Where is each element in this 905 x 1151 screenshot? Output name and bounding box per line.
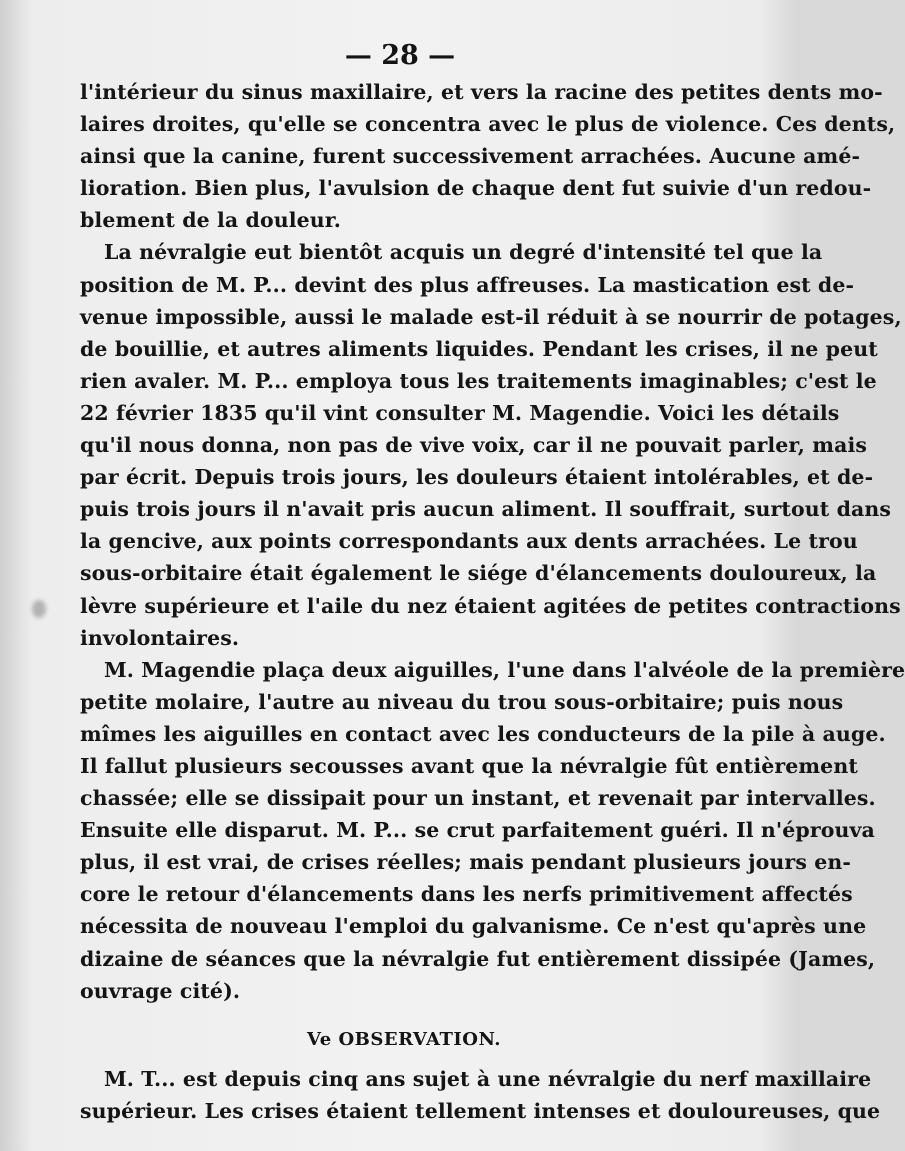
text-line: core le retour d'élancements dans les nerfs primitivement affectés (80, 882, 853, 907)
text-line: ainsi que la canine, furent successivement arrachées. Aucune amé- (80, 144, 861, 169)
text-line: venue impossible, aussi le malade est-il réduit à se nourrir de potages, (80, 304, 902, 329)
text-line: 22 février 1835 qu'il vint consulter M. Magendie. Voici les détails (80, 400, 840, 425)
text-line: ouvrage cité). (80, 978, 241, 1003)
text-line: rien avaler. M. P... employa tous les traitements imaginables; c'est le (80, 368, 877, 393)
text-line: Il fallut plusieurs secousses avant que la névralgie fût entièrement (80, 753, 858, 778)
text-line: plus, il est vrai, de crises réelles; mais pendant plusieurs jours en- (80, 850, 851, 875)
text-line: Ensuite elle disparut. M. P... se crut parfaitement guéri. Il n'éprouva (80, 818, 875, 843)
body-text (80, 76, 905, 1127)
text-line: petite molaire, l'autre au niveau du trou sous-orbitaire; puis nous (80, 689, 844, 714)
text-line: involontaires. (80, 625, 240, 650)
text-line: par écrit. Depuis trois jours, les douleurs étaient intolérables, et de- (80, 465, 874, 490)
text-line: nécessita de nouveau l'emploi du galvanisme. Ce n'est qu'après une (80, 914, 867, 939)
text-line: de bouillie, et autres aliments liquides. Pendant les crises, il ne peut (80, 336, 878, 361)
text-line: La névralgie eut bientôt acquis un degré d'intensité tel que la (104, 240, 823, 265)
text-line: l'intérieur du sinus maxillaire, et vers la racine des petites dents mo- (80, 80, 883, 104)
text-line: M. Magendie plaça deux aiguilles, l'une dans l'alvéole de la première (104, 657, 905, 682)
text-line: laires droites, qu'elle se concentra avec le plus de violence. Ces dents, (80, 112, 896, 137)
text-line: supérieur. Les crises étaient tellement intenses et douloureuses, que (80, 1098, 881, 1123)
page-number: — 28 — (344, 40, 456, 71)
text-line: lioration. Bien plus, l'avulsion de chaque dent fut suivie d'un redou- (80, 176, 872, 201)
text-line: chassée; elle se dissipait pour un instant, et revenait par intervalles. (80, 786, 876, 811)
text-line: qu'il nous donna, non pas de vive voix, car il ne pouvait parler, mais (80, 433, 867, 458)
text-line: mîmes les aiguilles en contact avec les conducteurs de la pile à auge. (80, 721, 886, 746)
text-line: position de M. P... devint des plus affreuses. La mastication est de- (80, 272, 855, 297)
text-line: blement de la douleur. (80, 208, 342, 233)
text-line: lèvre supérieure et l'aile du nez étaient agitées de petites contractions (80, 593, 901, 618)
ink-smudge (32, 600, 46, 618)
text-line: la gencive, aux points correspondants aux dents arrachées. Le trou (80, 529, 858, 554)
section-heading: Ve OBSERVATION. (306, 1028, 502, 1050)
text-line: sous-orbitaire était également le siége d'élancements douloureux, la (80, 561, 877, 586)
text-line: M. T... est depuis cinq ans sujet à une névralgie du nerf maxillaire (104, 1066, 872, 1091)
text-line: puis trois jours il n'avait pris aucun aliment. Il souffrait, surtout dans (80, 497, 892, 522)
text-line: dizaine de séances que la névralgie fut entièrement dissipée (James, (80, 946, 876, 971)
